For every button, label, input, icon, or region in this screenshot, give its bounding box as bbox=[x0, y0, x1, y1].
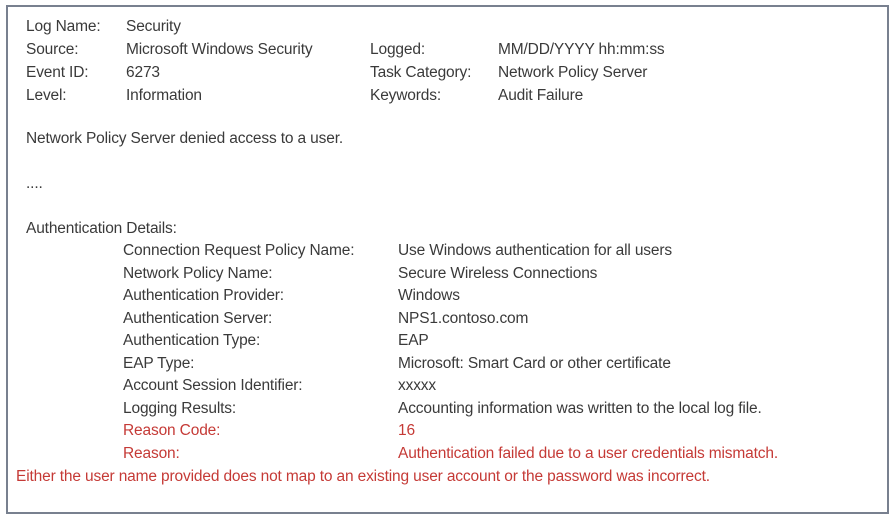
task-category-label: Task Category: bbox=[370, 64, 472, 81]
event-log-panel bbox=[6, 5, 889, 514]
detail-value: Windows bbox=[398, 287, 460, 304]
logged-value: MM/DD/YYYY hh:mm:ss bbox=[498, 41, 665, 58]
event-header bbox=[26, 15, 875, 107]
empty-cell bbox=[370, 15, 498, 38]
detail-row-authentication-server bbox=[26, 308, 875, 331]
detail-label: Authentication Provider: bbox=[123, 287, 284, 304]
header-row-log-name bbox=[26, 15, 875, 38]
indent bbox=[26, 443, 123, 466]
detail-row-eap-type bbox=[26, 353, 875, 376]
keywords-value: Audit Failure bbox=[498, 87, 584, 104]
event-id-value: 6273 bbox=[126, 64, 160, 81]
detail-row-authentication-type bbox=[26, 330, 875, 353]
header-row-level bbox=[26, 84, 875, 107]
indent bbox=[26, 420, 123, 443]
detail-value: Microsoft: Smart Card or other certificate bbox=[398, 354, 671, 372]
detail-label: Reason: bbox=[123, 444, 180, 462]
detail-label: Authentication Type: bbox=[123, 332, 261, 349]
detail-row-reason bbox=[26, 443, 875, 466]
detail-row-authentication-provider bbox=[26, 285, 875, 308]
detail-value: Accounting information was written to the local log file. bbox=[398, 399, 762, 417]
indent bbox=[26, 308, 123, 331]
event-id-label: Event ID: bbox=[26, 64, 89, 81]
event-log-content bbox=[8, 7, 887, 488]
detail-row-connection-request-policy bbox=[26, 240, 875, 263]
spacer bbox=[26, 107, 875, 127]
keywords-label: Keywords: bbox=[370, 87, 442, 104]
source-value: Microsoft Windows Security bbox=[126, 41, 313, 58]
detail-value: xxxxx bbox=[398, 377, 437, 394]
level-value: Information bbox=[126, 87, 202, 104]
indent bbox=[26, 285, 123, 308]
indent bbox=[26, 375, 123, 398]
task-category-value: Network Policy Server bbox=[498, 64, 648, 81]
detail-row-account-session-identifier bbox=[26, 375, 875, 398]
detail-value: 16 bbox=[398, 422, 415, 439]
detail-label: EAP Type: bbox=[123, 354, 195, 372]
detail-label: Reason Code: bbox=[123, 422, 221, 439]
source-label: Source: bbox=[26, 41, 79, 58]
authentication-details-list bbox=[26, 240, 875, 465]
level-label: Level: bbox=[26, 87, 67, 104]
detail-value: Use Windows authentication for all users bbox=[398, 242, 672, 259]
authentication-details-heading: Authentication Details: bbox=[26, 220, 177, 237]
detail-label: Logging Results: bbox=[123, 399, 237, 417]
ellipsis-line: .... bbox=[26, 175, 43, 192]
header-row-event-id bbox=[26, 61, 875, 84]
empty-cell bbox=[498, 15, 875, 38]
logged-label: Logged: bbox=[370, 41, 425, 58]
log-name-label: Log Name: bbox=[26, 18, 101, 35]
detail-row-logging-results bbox=[26, 398, 875, 421]
indent bbox=[26, 240, 123, 263]
detail-label: Network Policy Name: bbox=[123, 264, 273, 282]
detail-row-reason-code bbox=[26, 420, 875, 443]
spacer bbox=[26, 150, 875, 172]
detail-label: Authentication Server: bbox=[123, 309, 273, 327]
detail-value: EAP bbox=[398, 332, 429, 349]
indent bbox=[26, 263, 123, 286]
detail-value: Secure Wireless Connections bbox=[398, 264, 598, 282]
header-row-source bbox=[26, 38, 875, 61]
indent bbox=[26, 353, 123, 376]
indent bbox=[26, 330, 123, 353]
reason-continuation-text: Either the user name provided does not map to an existing user account or the password was incorrect. bbox=[16, 468, 710, 485]
indent bbox=[26, 398, 123, 421]
log-name-value: Security bbox=[126, 18, 181, 35]
spacer bbox=[26, 195, 875, 217]
event-description: Network Policy Server denied access to a user. bbox=[26, 130, 344, 147]
detail-label: Connection Request Policy Name: bbox=[123, 242, 355, 259]
detail-value: NPS1.contoso.com bbox=[398, 309, 529, 327]
detail-value: Authentication failed due to a user credentials mismatch. bbox=[398, 444, 779, 462]
detail-label: Account Session Identifier: bbox=[123, 377, 303, 394]
detail-row-network-policy-name bbox=[26, 263, 875, 286]
